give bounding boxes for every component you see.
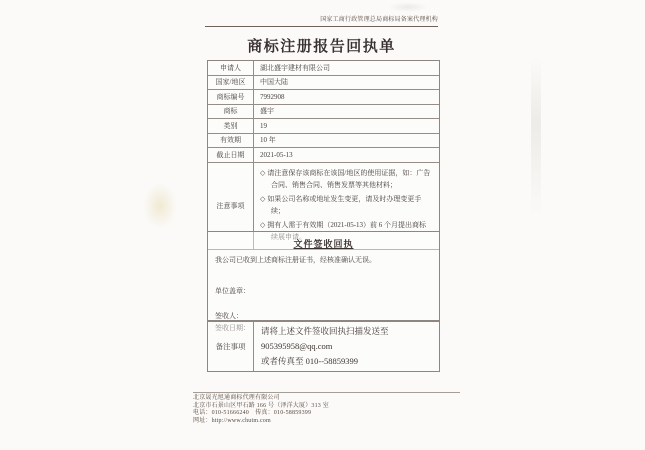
row-label: 商标编号 <box>208 90 254 104</box>
signer-label: 签收人： <box>215 312 243 320</box>
receipt-statement: 我公司已收到上述商标注册证书，经核准确认无误。 <box>215 256 376 264</box>
row-value: 19 <box>260 121 267 130</box>
row-value: 7992908 <box>260 92 285 101</box>
row-value: 湖北盛宇建材有限公司 <box>260 63 330 72</box>
row-label: 商标 <box>208 105 254 119</box>
remarks-table <box>207 321 440 372</box>
footer-phone-fax: 电话：010-51666240 传真：010-58859399 <box>193 410 312 416</box>
remarks-label: 备注事项 <box>208 322 254 371</box>
diamond-bullet-icon: ◇ <box>260 168 266 177</box>
row-value: 中国大陆 <box>260 78 288 87</box>
scan-smudge <box>143 183 177 229</box>
row-label: 有效期 <box>208 134 254 148</box>
page-title: 商标注册报告回执单 <box>247 39 396 55</box>
remarks-content <box>254 322 439 371</box>
table-row-applicant <box>208 61 439 76</box>
receipt-title: 文件签收回执 <box>293 239 354 249</box>
scan-smudge <box>388 2 428 12</box>
table-row-country <box>208 76 439 91</box>
agency-header-line: 国家工商行政管理总局商标局备案代理机构 <box>205 14 438 27</box>
note-text: 拥有人需于有效期（2021-05-13）前 6 个月提出商标续展申请。 <box>267 220 427 241</box>
row-label: 注意事项 <box>208 163 254 249</box>
row-value: 盛宇 <box>260 107 274 116</box>
row-label: 类别 <box>208 119 254 133</box>
agency-footer <box>193 392 460 425</box>
table-row-validity <box>208 134 439 149</box>
footer-website: 网址：http://www.chutm.com <box>193 417 271 424</box>
note-item <box>260 167 433 192</box>
table-row-class <box>208 119 439 134</box>
trademark-info-table <box>207 60 440 250</box>
table-row-trademark-number <box>208 90 439 105</box>
note-text: 请注意保存该商标在该国/地区的使用证据，如：广告合同、销售合同、销售发票等其他材料； <box>267 168 431 189</box>
row-value: 10 年 <box>260 136 276 145</box>
scan-streak <box>531 58 541 218</box>
table-row-trademark <box>208 105 439 120</box>
row-value: 2021-05-13 <box>260 150 293 159</box>
row-label: 国家/地区 <box>208 76 254 90</box>
row-label: 申请人 <box>208 61 254 75</box>
document-receipt-box <box>207 231 440 332</box>
company-seal-label: 单位盖章： <box>215 287 250 295</box>
footer-company-name: 北京晟光旭通商标代理有限公司 <box>193 395 280 401</box>
note-item <box>260 193 433 218</box>
row-label: 截止日期 <box>208 148 254 162</box>
table-row-deadline <box>208 148 439 163</box>
remarks-line-email: 请将上述文件签收回执扫描发送至 905395958@qq.com <box>261 326 389 351</box>
sign-date-label: 签收日期： <box>215 324 250 332</box>
remarks-line-fax: 或者传真至 010--58859399 <box>261 356 359 366</box>
diamond-bullet-icon: ◇ <box>260 220 266 229</box>
diamond-bullet-icon: ◇ <box>260 194 266 203</box>
footer-address: 北京市石景山区甲石路 166 号（泽洋大厦）313 室 <box>193 402 329 409</box>
note-text: 如果公司名称或地址发生变更，请及时办理变更手续； <box>267 194 422 215</box>
